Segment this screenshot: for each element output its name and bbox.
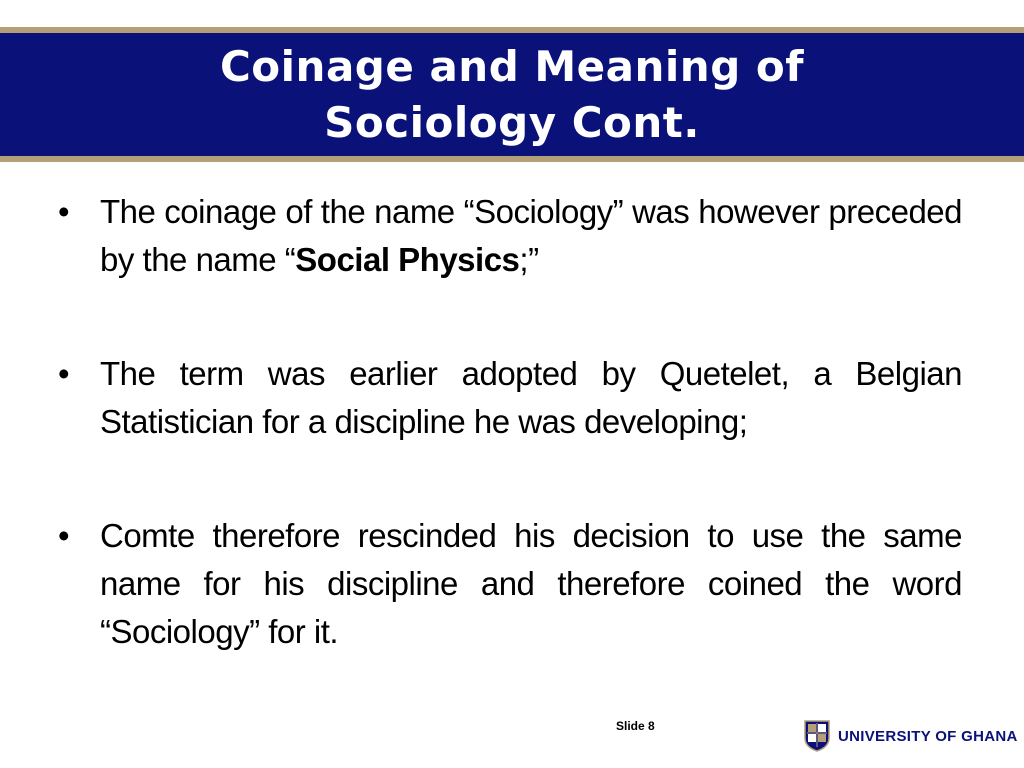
bullet-text: The coinage of the name “Sociology” was however preceded by the name “ [100,193,962,278]
university-crest-icon [804,720,830,752]
bullet-dot: • [58,193,70,230]
slide-title: Coinage and Meaning of Sociology Cont. [219,41,805,147]
bullet-text: The term was earlier adopted by Quetelet, a Belgian Statistician for a discipline he was developing; [100,355,962,440]
bullet-text-end: ;” [519,241,539,278]
bullet-text: Comte therefore rescinded his decision to use the same name for his discipline and therefore coined the word “Sociology” for it. [100,517,962,650]
bullet-list [58,188,962,656]
bullet-bold-text: Social Physics [295,241,520,278]
university-logo [804,719,1018,753]
slide-number: Slide 8 [616,719,655,733]
bullet-item [58,188,962,284]
bullet-dot: • [58,355,70,392]
bullet-item [58,512,962,656]
slide-content [58,188,962,656]
title-bar [0,27,1024,162]
bullet-item [58,350,962,446]
bullet-dot: • [58,517,70,554]
university-name: UNIVERSITY OF GHANA [838,727,1018,745]
